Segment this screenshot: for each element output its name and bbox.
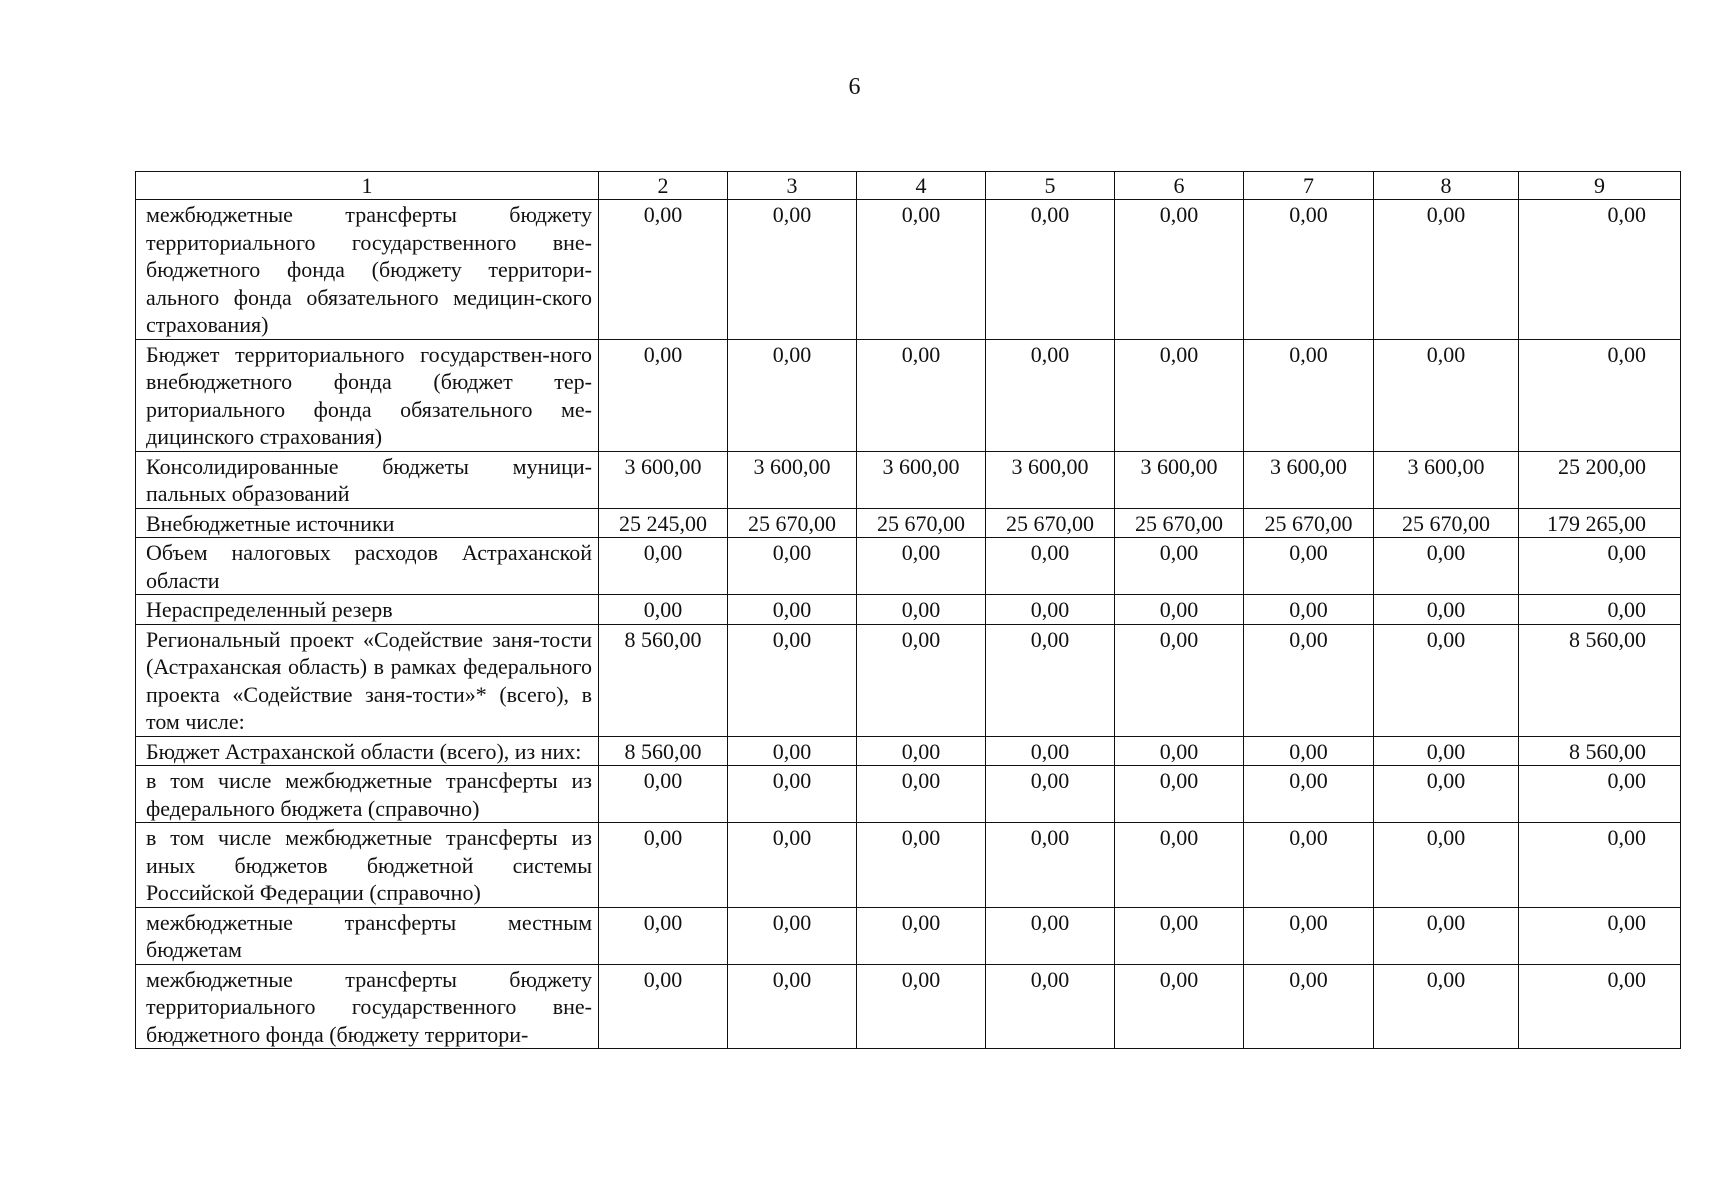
value-cell-col-8: 0,00 bbox=[1374, 736, 1519, 766]
value-cell-col-3: 3 600,00 bbox=[728, 451, 857, 508]
page-number: 6 bbox=[848, 74, 861, 100]
value-cell-col-6: 0,00 bbox=[1115, 823, 1244, 908]
value-cell-col-9: 0,00 bbox=[1519, 538, 1681, 595]
value-cell-col-4: 0,00 bbox=[857, 907, 986, 964]
value-cell-col-3: 0,00 bbox=[728, 964, 857, 1049]
table-row bbox=[136, 538, 1681, 595]
column-header-1: 1 bbox=[136, 172, 599, 200]
column-header-5: 5 bbox=[986, 172, 1115, 200]
value-cell-col-9: 0,00 bbox=[1519, 339, 1681, 451]
value-cell-col-8: 0,00 bbox=[1374, 907, 1519, 964]
value-cell-col-9: 0,00 bbox=[1519, 823, 1681, 908]
value-cell-col-8: 0,00 bbox=[1374, 823, 1519, 908]
value-cell-col-5: 0,00 bbox=[986, 538, 1115, 595]
table-row bbox=[136, 823, 1681, 908]
value-cell-col-3: 25 670,00 bbox=[728, 508, 857, 538]
value-cell-col-9: 179 265,00 bbox=[1519, 508, 1681, 538]
value-cell-col-8: 0,00 bbox=[1374, 766, 1519, 823]
column-header-8: 8 bbox=[1374, 172, 1519, 200]
value-cell-col-2: 0,00 bbox=[599, 339, 728, 451]
value-cell-col-7: 0,00 bbox=[1244, 339, 1374, 451]
value-cell-col-9: 0,00 bbox=[1519, 964, 1681, 1049]
row-label: межбюджетные трансферты местным бюджетам bbox=[136, 907, 599, 964]
value-cell-col-2: 0,00 bbox=[599, 964, 728, 1049]
value-cell-col-4: 0,00 bbox=[857, 736, 986, 766]
table-row bbox=[136, 624, 1681, 736]
value-cell-col-5: 0,00 bbox=[986, 595, 1115, 625]
table-row bbox=[136, 200, 1681, 340]
value-cell-col-4: 0,00 bbox=[857, 339, 986, 451]
value-cell-col-6: 0,00 bbox=[1115, 595, 1244, 625]
value-cell-col-8: 0,00 bbox=[1374, 624, 1519, 736]
value-cell-col-3: 0,00 bbox=[728, 907, 857, 964]
value-cell-col-3: 0,00 bbox=[728, 200, 857, 340]
value-cell-col-2: 3 600,00 bbox=[599, 451, 728, 508]
value-cell-col-8: 0,00 bbox=[1374, 339, 1519, 451]
row-label: Бюджет территориального государствен-ного внебюджетного фонда (бюджет тер-риториального фонда обязательного ме-дицинского страхования) bbox=[136, 339, 599, 451]
value-cell-col-9: 8 560,00 bbox=[1519, 624, 1681, 736]
column-header-3: 3 bbox=[728, 172, 857, 200]
value-cell-col-9: 8 560,00 bbox=[1519, 736, 1681, 766]
value-cell-col-3: 0,00 bbox=[728, 736, 857, 766]
column-header-4: 4 bbox=[857, 172, 986, 200]
value-cell-col-9: 0,00 bbox=[1519, 200, 1681, 340]
table-row bbox=[136, 736, 1681, 766]
value-cell-col-5: 25 670,00 bbox=[986, 508, 1115, 538]
value-cell-col-3: 0,00 bbox=[728, 766, 857, 823]
value-cell-col-8: 0,00 bbox=[1374, 595, 1519, 625]
value-cell-col-5: 0,00 bbox=[986, 339, 1115, 451]
row-label: Внебюджетные источники bbox=[136, 508, 599, 538]
value-cell-col-2: 0,00 bbox=[599, 538, 728, 595]
table-row bbox=[136, 451, 1681, 508]
value-cell-col-3: 0,00 bbox=[728, 339, 857, 451]
value-cell-col-6: 25 670,00 bbox=[1115, 508, 1244, 538]
value-cell-col-2: 8 560,00 bbox=[599, 736, 728, 766]
column-header-9: 9 bbox=[1519, 172, 1681, 200]
value-cell-col-9: 0,00 bbox=[1519, 595, 1681, 625]
value-cell-col-4: 0,00 bbox=[857, 595, 986, 625]
value-cell-col-4: 25 670,00 bbox=[857, 508, 986, 538]
table-row bbox=[136, 964, 1681, 1049]
row-label: межбюджетные трансферты бюджету территориального государственного вне-бюджетного фонда (бюджету территори-ального фонда обязательного медицин-ского страхования) bbox=[136, 200, 599, 340]
column-header-7: 7 bbox=[1244, 172, 1374, 200]
value-cell-col-3: 0,00 bbox=[728, 823, 857, 908]
value-cell-col-4: 0,00 bbox=[857, 624, 986, 736]
value-cell-col-8: 3 600,00 bbox=[1374, 451, 1519, 508]
row-label: Консолидированные бюджеты муници-пальных образований bbox=[136, 451, 599, 508]
value-cell-col-6: 0,00 bbox=[1115, 766, 1244, 823]
value-cell-col-5: 0,00 bbox=[986, 200, 1115, 340]
value-cell-col-5: 0,00 bbox=[986, 964, 1115, 1049]
value-cell-col-5: 0,00 bbox=[986, 907, 1115, 964]
value-cell-col-7: 0,00 bbox=[1244, 595, 1374, 625]
value-cell-col-3: 0,00 bbox=[728, 538, 857, 595]
row-label: Бюджет Астраханской области (всего), из них: bbox=[136, 736, 599, 766]
value-cell-col-7: 0,00 bbox=[1244, 907, 1374, 964]
value-cell-col-7: 0,00 bbox=[1244, 823, 1374, 908]
value-cell-col-2: 0,00 bbox=[599, 823, 728, 908]
row-label: Региональный проект «Содействие заня-тости (Астраханская область) в рамках федерального проекта «Содействие заня-тости»* (всего), в том числе: bbox=[136, 624, 599, 736]
value-cell-col-7: 0,00 bbox=[1244, 538, 1374, 595]
value-cell-col-9: 25 200,00 bbox=[1519, 451, 1681, 508]
value-cell-col-2: 0,00 bbox=[599, 595, 728, 625]
column-number-row bbox=[136, 172, 1681, 200]
value-cell-col-7: 0,00 bbox=[1244, 624, 1374, 736]
value-cell-col-4: 0,00 bbox=[857, 823, 986, 908]
value-cell-col-4: 0,00 bbox=[857, 538, 986, 595]
value-cell-col-7: 0,00 bbox=[1244, 964, 1374, 1049]
value-cell-col-5: 0,00 bbox=[986, 766, 1115, 823]
table-row bbox=[136, 508, 1681, 538]
row-label: Объем налоговых расходов Астраханской области bbox=[136, 538, 599, 595]
value-cell-col-8: 25 670,00 bbox=[1374, 508, 1519, 538]
value-cell-col-7: 0,00 bbox=[1244, 200, 1374, 340]
row-label: межбюджетные трансферты бюджету территориального государственного вне-бюджетного фонда (бюджету территори- bbox=[136, 964, 599, 1049]
value-cell-col-2: 8 560,00 bbox=[599, 624, 728, 736]
value-cell-col-8: 0,00 bbox=[1374, 538, 1519, 595]
value-cell-col-5: 3 600,00 bbox=[986, 451, 1115, 508]
value-cell-col-7: 0,00 bbox=[1244, 766, 1374, 823]
table-row bbox=[136, 907, 1681, 964]
value-cell-col-4: 0,00 bbox=[857, 200, 986, 340]
value-cell-col-8: 0,00 bbox=[1374, 200, 1519, 340]
value-cell-col-9: 0,00 bbox=[1519, 766, 1681, 823]
value-cell-col-8: 0,00 bbox=[1374, 964, 1519, 1049]
value-cell-col-7: 3 600,00 bbox=[1244, 451, 1374, 508]
value-cell-col-4: 0,00 bbox=[857, 766, 986, 823]
value-cell-col-2: 25 245,00 bbox=[599, 508, 728, 538]
table-row bbox=[136, 766, 1681, 823]
value-cell-col-5: 0,00 bbox=[986, 736, 1115, 766]
value-cell-col-6: 0,00 bbox=[1115, 200, 1244, 340]
value-cell-col-6: 0,00 bbox=[1115, 624, 1244, 736]
value-cell-col-7: 25 670,00 bbox=[1244, 508, 1374, 538]
budget-table bbox=[135, 171, 1681, 1049]
row-label: в том числе межбюджетные трансферты из федерального бюджета (справочно) bbox=[136, 766, 599, 823]
value-cell-col-3: 0,00 bbox=[728, 595, 857, 625]
table-row bbox=[136, 339, 1681, 451]
value-cell-col-5: 0,00 bbox=[986, 823, 1115, 908]
value-cell-col-4: 3 600,00 bbox=[857, 451, 986, 508]
value-cell-col-6: 3 600,00 bbox=[1115, 451, 1244, 508]
column-header-6: 6 bbox=[1115, 172, 1244, 200]
value-cell-col-4: 0,00 bbox=[857, 964, 986, 1049]
column-header-2: 2 bbox=[599, 172, 728, 200]
value-cell-col-2: 0,00 bbox=[599, 200, 728, 340]
value-cell-col-6: 0,00 bbox=[1115, 538, 1244, 595]
value-cell-col-2: 0,00 bbox=[599, 766, 728, 823]
row-label: в том числе межбюджетные трансферты из иных бюджетов бюджетной системы Российской Федерации (справочно) bbox=[136, 823, 599, 908]
table-body bbox=[136, 200, 1681, 1049]
value-cell-col-6: 0,00 bbox=[1115, 339, 1244, 451]
value-cell-col-3: 0,00 bbox=[728, 624, 857, 736]
value-cell-col-7: 0,00 bbox=[1244, 736, 1374, 766]
value-cell-col-6: 0,00 bbox=[1115, 736, 1244, 766]
value-cell-col-6: 0,00 bbox=[1115, 964, 1244, 1049]
table-row bbox=[136, 595, 1681, 625]
value-cell-col-2: 0,00 bbox=[599, 907, 728, 964]
value-cell-col-5: 0,00 bbox=[986, 624, 1115, 736]
row-label: Нераспределенный резерв bbox=[136, 595, 599, 625]
value-cell-col-9: 0,00 bbox=[1519, 907, 1681, 964]
value-cell-col-6: 0,00 bbox=[1115, 907, 1244, 964]
